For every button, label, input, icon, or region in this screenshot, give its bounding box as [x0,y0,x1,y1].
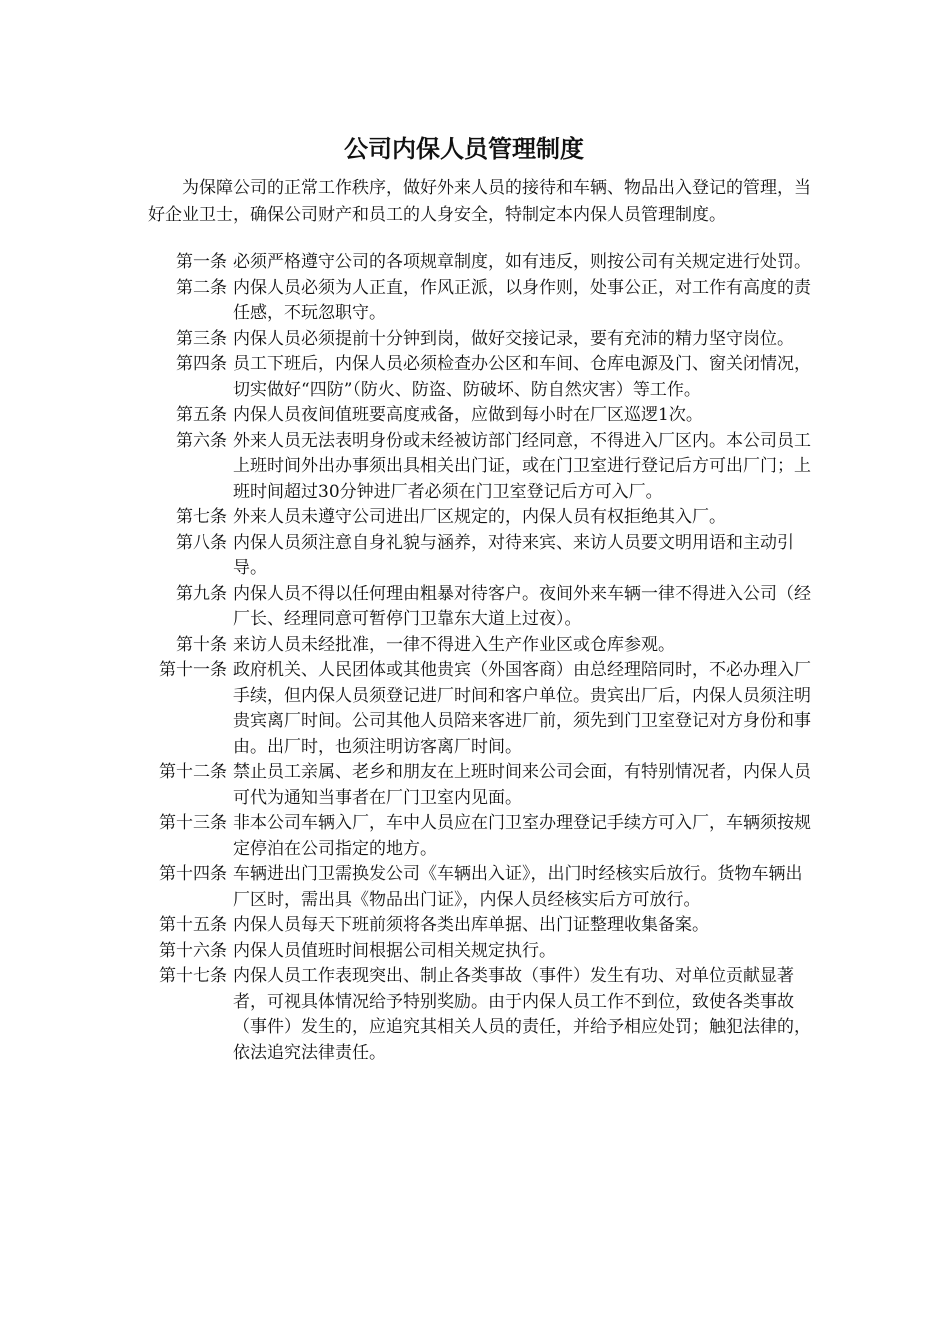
article-text: 员工下班后，内保人员必须检查办公区和车间、仓库电源及门、窗关闭情况，切实做好“四防”（防火、防盗、防破坏、防自然灾害）等工作。 [233,354,811,400]
article-number: 第十五条 [159,915,227,935]
article-15 [148,913,818,939]
article-number: 第八条 [176,532,227,553]
article-text: 内保人员工作表现突出、制止各类事故（事件）发生有功、对单位贡献显著者，可视具体情况给予特别奖励。由于内保人员工作不到位，致使各类事故（事件）发生的，应追究其相关人员的责任，并给予相应处罚；触犯法律的，依法追究法律责任。 [233,966,811,1063]
article-number: 第六条 [176,430,227,451]
article-3 [148,327,818,353]
article-number: 第二条 [176,277,227,298]
article-text: 车辆进出门卫需换发公司《车辆出入证》，出门时经核实后放行。货物车辆出厂区时，需出具《物品出门证》，内保人员经核实后方可放行。 [233,864,803,910]
article-7 [148,505,818,531]
article-number: 第十六条 [159,940,227,961]
article-6 [148,429,818,506]
article-text: 内保人员必须为人正直，作风正派，以身作则，处事公正，对工作有高度的责任感，不玩忽职守。 [233,277,811,323]
article-text: 内保人员不得以任何理由粗暴对待客户。夜间外来车辆一律不得进入公司（经厂长、经理同意可暂停门卫靠东大道上过夜）。 [233,583,811,629]
article-number: 第十二条 [159,762,227,782]
article-8 [148,531,818,582]
article-number: 第十七条 [159,966,227,986]
article-text: 内保人员值班时间根据公司相关规定执行。 [233,940,556,961]
article-number: 第十三条 [159,813,227,833]
article-text: 来访人员未经批准，一律不得进入生产作业区或仓库参观。 [233,634,675,655]
article-2 [148,276,818,327]
article-number: 第四条 [176,354,227,374]
article-number: 第一条 [176,252,227,272]
article-number: 第三条 [176,328,227,349]
intro-paragraph: 为保障公司的正常工作秩序，做好外来人员的接待和车辆、物品出入登记的管理，当好企业卫士，确保公司财产和员工的人身安全，特制定本内保人员管理制度。 [148,178,811,225]
article-text: 内保人员夜间值班要高度戒备，应做到每小时在厂区巡逻1次。 [233,405,703,425]
article-1 [148,250,818,276]
article-number: 第十一条 [159,660,227,680]
article-number: 第九条 [176,583,227,604]
article-number: 第十条 [176,634,227,655]
article-text: 非本公司车辆入厂，车中人员应在门卫室办理登记手续方可入厂，车辆须按规定停泊在公司指定的地方。 [233,813,811,859]
article-number: 第十四条 [159,864,227,884]
article-text: 内保人员必须提前十分钟到岗，做好交接记录，要有充沛的精力坚守岗位。 [233,328,794,349]
article-10 [148,633,818,659]
article-text: 政府机关、人民团体或其他贵宾（外国客商）由总经理陪同时，不必办理入厂手续，但内保人员须登记进厂时间和客户单位。贵宾出厂后，内保人员须注明贵宾离厂时间。公司其他人员陪来客进厂前，须先到门卫室登记对方身份和事由。出厂时，也须注明访客离厂时间。 [233,660,811,757]
article-5 [148,403,818,429]
article-16 [148,939,818,965]
article-9 [148,582,818,633]
article-text: 外来人员未遵守公司进出厂区规定的，内保人员有权拒绝其入厂。 [233,507,726,527]
article-text: 内保人员每天下班前须将各类出库单据、出门证整理收集备案。 [233,915,709,935]
article-text: 禁止员工亲属、老乡和朋友在上班时间来公司会面，有特别情况者，内保人员可代为通知当事者在厂门卫室内见面。 [233,762,811,808]
article-4 [148,352,818,403]
article-14 [148,862,818,913]
article-text: 内保人员须注意自身礼貌与涵养，对待来宾、来访人员要文明用语和主动引导。 [233,532,794,578]
article-11 [148,658,818,760]
article-number: 第五条 [176,405,227,425]
article-12 [148,760,818,811]
article-17 [148,964,818,1066]
article-text: 必须严格遵守公司的各项规章制度，如有违反，则按公司有关规定进行处罚。 [233,252,811,272]
document-title: 公司内保人员管理制度 [344,135,584,163]
article-13 [148,811,818,862]
article-number: 第七条 [176,507,227,527]
article-text: 外来人员无法表明身份或未经被访部门经同意，不得进入厂区内。本公司员工上班时间外出办事须出具相关出门证，或在门卫室进行登记后方可出厂门；上班时间超过30分钟进厂者必须在门卫室登记后方可入厂。 [233,430,811,502]
article-list [148,250,818,1066]
